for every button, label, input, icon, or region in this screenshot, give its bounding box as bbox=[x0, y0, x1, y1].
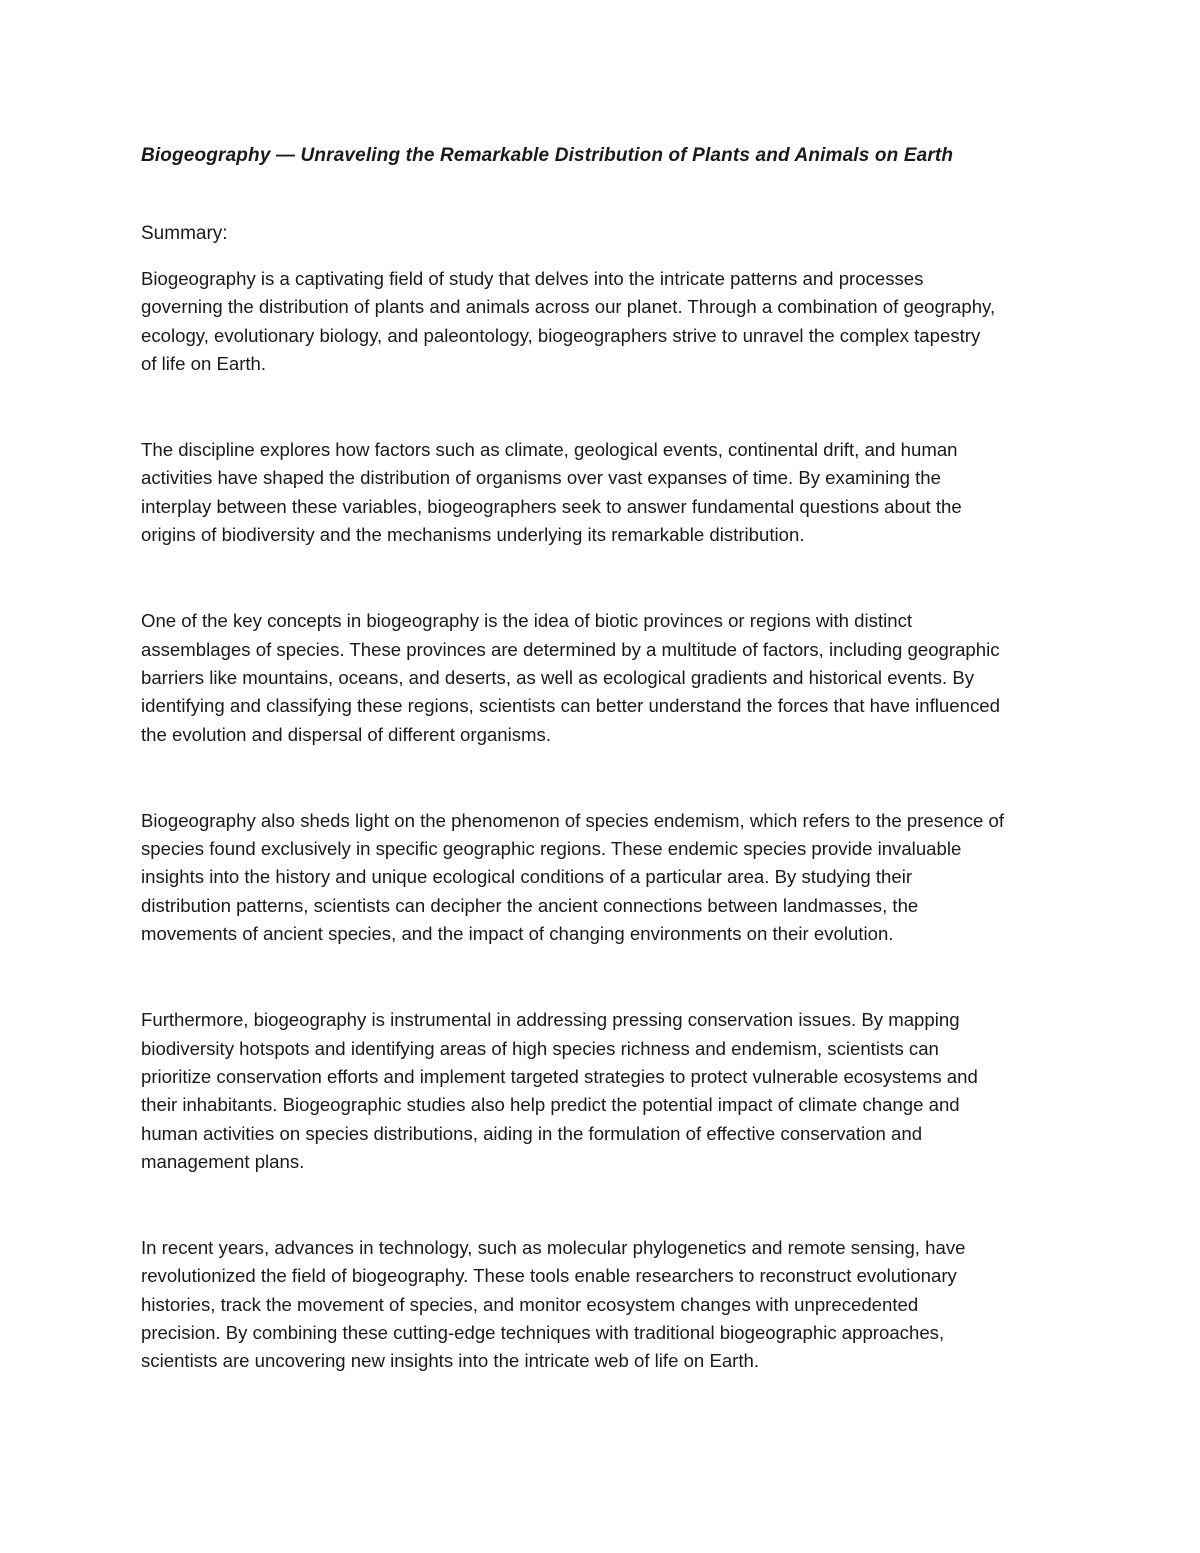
paragraph-intro: Biogeography is a captivating field of study that delves into the intricate patterns and processes governing the distribution of plants and animals across our planet. Through a combination of geography, ecology, evolutionary biology, and paleontology, biogeographers strive to unravel the complex tapestry of life on Earth. bbox=[141, 268, 996, 374]
paragraph-biotic-provinces: One of the key concepts in biogeography is the idea of biotic provinces or regions with distinct assemblages of species. These provinces are determined by a multitude of factors, including geographic barriers like mountains, oceans, and deserts, as well as ecological gradients and historical events. By identifying and classifying these regions, scientists can better understand the forces that have influenced the evolution and dispersal of different organisms. bbox=[141, 610, 1000, 745]
paragraph-discipline: The discipline explores how factors such as climate, geological events, continental drift, and human activities have shaped the distribution of organisms over vast expanses of time. By examining the interplay between these variables, biogeographers seek to answer fundamental questions about the origins of biodiversity and the mechanisms underlying its remarkable distribution. bbox=[141, 439, 962, 546]
document-body bbox=[141, 142, 1059, 1376]
paragraph-endemism: Biogeography also sheds light on the phenomenon of species endemism, which refers to the presence of species found exclusively in specific geographic regions. These endemic species provide invaluable insights into the history and unique ecological conditions of a particular area. By studying their distribution patterns, scientists can decipher the ancient connections between landmasses, the movements of ancient species, and the impact of changing environments on their evolution. bbox=[141, 809, 1005, 945]
paragraph-conservation: Furthermore, biogeography is instrumental in addressing pressing conservation issues. By mapping biodiversity hotspots and identifying areas of high species richness and endemism, scientists can prioritize conservation efforts and implement targeted strategies to protect vulnerable ecosystems and their inhabitants. Biogeographic studies also help predict the potential impact of climate change and human activities on species distributions, aiding in the formulation of effective conservation and management plans. bbox=[141, 1009, 978, 1172]
paragraph-technology: In recent years, advances in technology, such as molecular phylogenetics and remote sensing, have revolutionized the field of biogeography. These tools enable researchers to reconstruct evolutionary histories, track the movement of species, and monitor ecosystem changes with unprecedented precision. By combining these cutting-edge techniques with traditional biogeographic approaches, scientists are uncovering new insights into the intricate web of life on Earth. bbox=[141, 1237, 966, 1372]
summary-label: Summary: bbox=[141, 223, 228, 244]
document-title: Biogeography — Unraveling the Remarkable Distribution of Plants and Animals on Earth bbox=[141, 145, 954, 166]
